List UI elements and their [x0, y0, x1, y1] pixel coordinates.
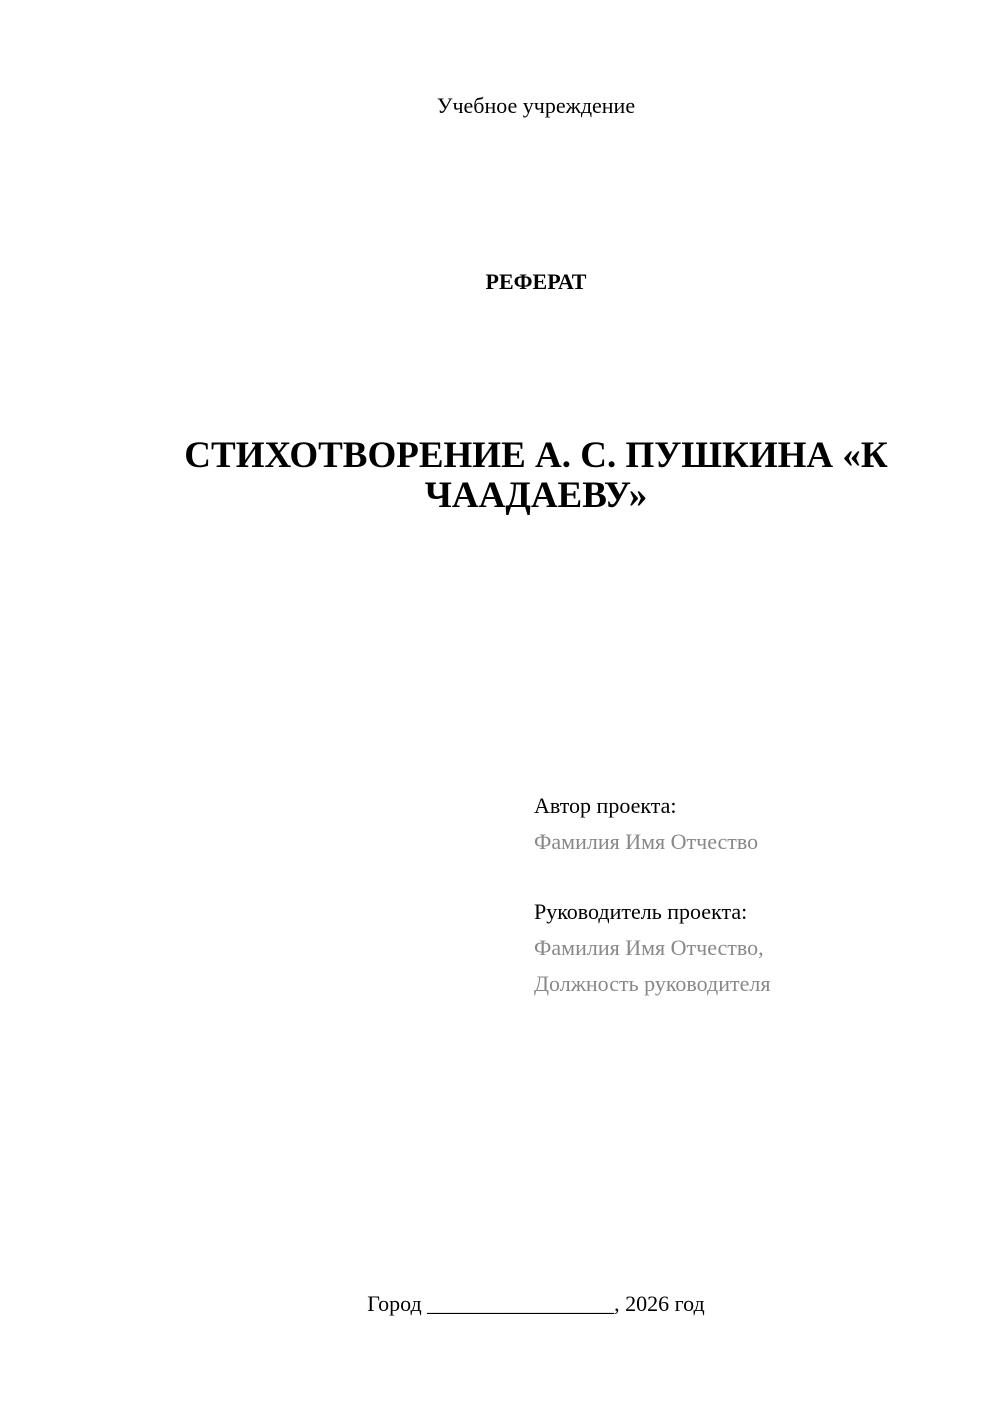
supervisor-name: Фамилия Имя Отчество,	[534, 935, 764, 960]
credits-spacer	[534, 860, 974, 894]
supervisor-label: Руководитель проекта:	[534, 899, 748, 924]
document-title-line-1: СТИХОТВОРЕНИЕ А. С. ПУШКИНА «К	[184, 435, 888, 476]
document-type: РЕФЕРАТ	[485, 269, 587, 294]
author-label: Автор проекта:	[534, 793, 677, 818]
document-title-line-2: ЧААДАЕВУ»	[424, 475, 648, 516]
city-year-line: Город _________________, 2026 год	[367, 1291, 705, 1316]
author-name: Фамилия Имя Отчество	[534, 829, 759, 854]
institution-name: Учебное учреждение	[436, 93, 636, 118]
document-title	[160, 436, 912, 516]
credits-block	[534, 788, 974, 1002]
supervisor-position: Должность руководителя	[534, 971, 771, 996]
